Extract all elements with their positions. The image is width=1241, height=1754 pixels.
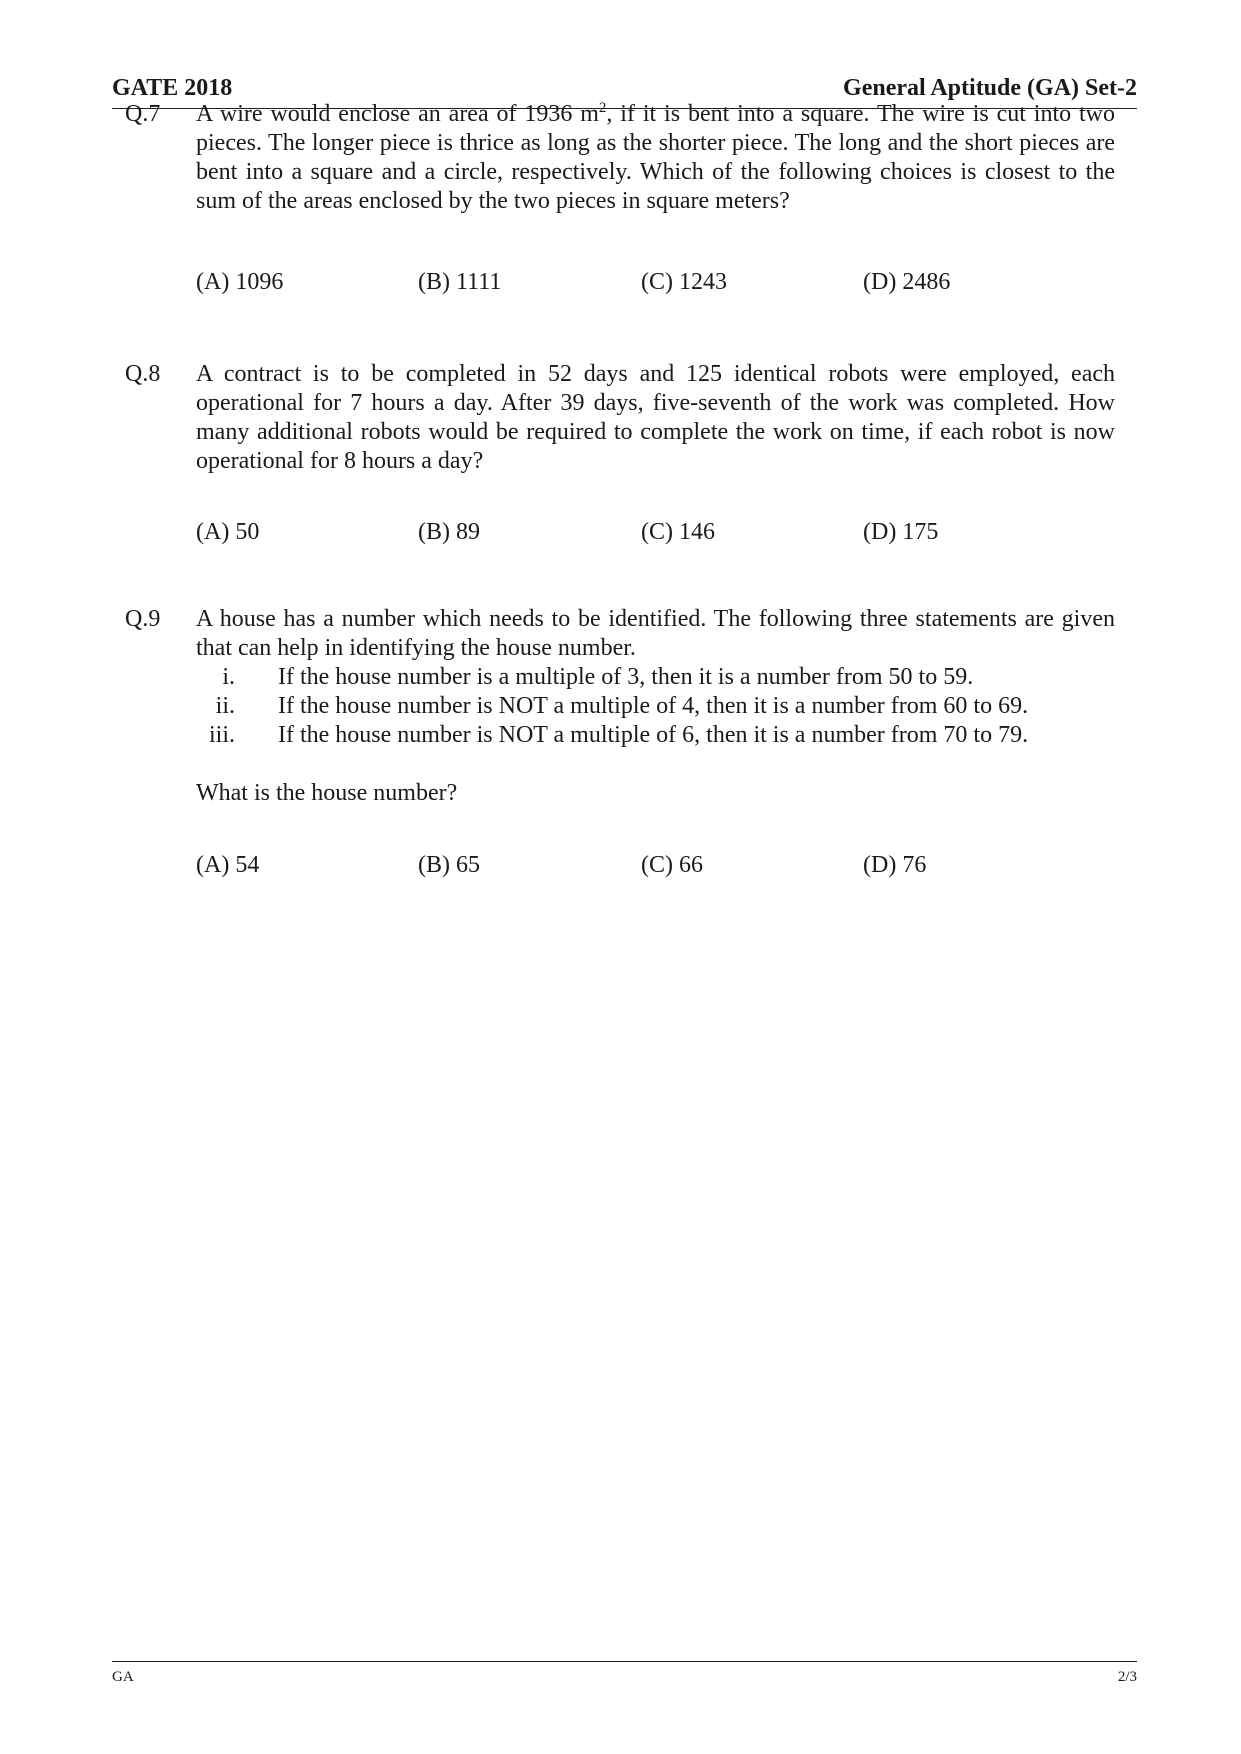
statement-item bbox=[196, 692, 1115, 721]
statement-item bbox=[196, 721, 1115, 750]
follow-up-question: What is the house number? bbox=[196, 780, 458, 806]
question-number: Q.7 bbox=[125, 101, 161, 127]
option-a[interactable]: (A) 1096 bbox=[196, 269, 284, 295]
footer-section-label: GA bbox=[112, 1669, 134, 1685]
option-b[interactable]: (B) 1111 bbox=[418, 269, 502, 295]
question-text: A house has a number which needs to be identified. The following three statements are given that can help in identifying the house number. bbox=[196, 606, 1115, 661]
statement-item bbox=[196, 663, 1115, 692]
statement-text: If the house number is NOT a multiple of 6, then it is a number from 70 to 79. bbox=[278, 722, 1029, 748]
statement-numeral: ii. bbox=[215, 693, 235, 719]
question-number: Q.9 bbox=[125, 606, 161, 632]
page-footer bbox=[112, 1661, 1137, 1688]
statement-numeral: i. bbox=[222, 664, 235, 690]
statement-text: If the house number is NOT a multiple of 4, then it is a number from 60 to 69. bbox=[278, 693, 1029, 719]
statement-text: If the house number is a multiple of 3, then it is a number from 50 to 59. bbox=[278, 664, 974, 690]
answer-options bbox=[196, 851, 1115, 881]
question-text: A contract is to be completed in 52 days and 125 identical robots were employed, each operational for 7 hours a day. After 39 days, five-seventh of the work was completed. How many additional robots would be required to complete the work on time, if each robot is now operational for 8 hours a day? bbox=[196, 361, 1115, 474]
question-number: Q.8 bbox=[125, 361, 161, 387]
option-c[interactable]: (C) 66 bbox=[641, 852, 703, 878]
statement-numeral: iii. bbox=[208, 722, 235, 748]
option-c[interactable]: (C) 1243 bbox=[641, 269, 727, 295]
option-b[interactable]: (B) 89 bbox=[418, 519, 480, 545]
option-a[interactable]: (A) 54 bbox=[196, 852, 260, 878]
question-text-part: A wire would enclose an area of 1936 m bbox=[196, 101, 599, 127]
option-a[interactable]: (A) 50 bbox=[196, 519, 260, 545]
statement-list bbox=[196, 663, 1115, 750]
option-d[interactable]: (D) 76 bbox=[863, 852, 927, 878]
option-d[interactable]: (D) 175 bbox=[863, 519, 939, 545]
option-b[interactable]: (B) 65 bbox=[418, 852, 480, 878]
paper-section-title: General Aptitude (GA) Set-2 bbox=[843, 75, 1137, 101]
option-c[interactable]: (C) 146 bbox=[641, 519, 715, 545]
answer-options bbox=[196, 518, 1115, 548]
question-text-part: , if it is bent into a square. The wire is cut into two pieces. The longer piece is thrice as long as the shorter piece. The long and the short pieces are bent into a square and a circle, respectively. Which of the following choices is closest to the sum of the areas enclosed by the two pieces in square meters? bbox=[196, 101, 1115, 214]
option-d[interactable]: (D) 2486 bbox=[863, 269, 951, 295]
answer-options bbox=[196, 268, 1115, 298]
page-number: 2/3 bbox=[1117, 1669, 1137, 1685]
superscript: 2 bbox=[598, 100, 607, 116]
exam-title: GATE 2018 bbox=[112, 75, 233, 101]
question-text bbox=[196, 100, 1115, 216]
